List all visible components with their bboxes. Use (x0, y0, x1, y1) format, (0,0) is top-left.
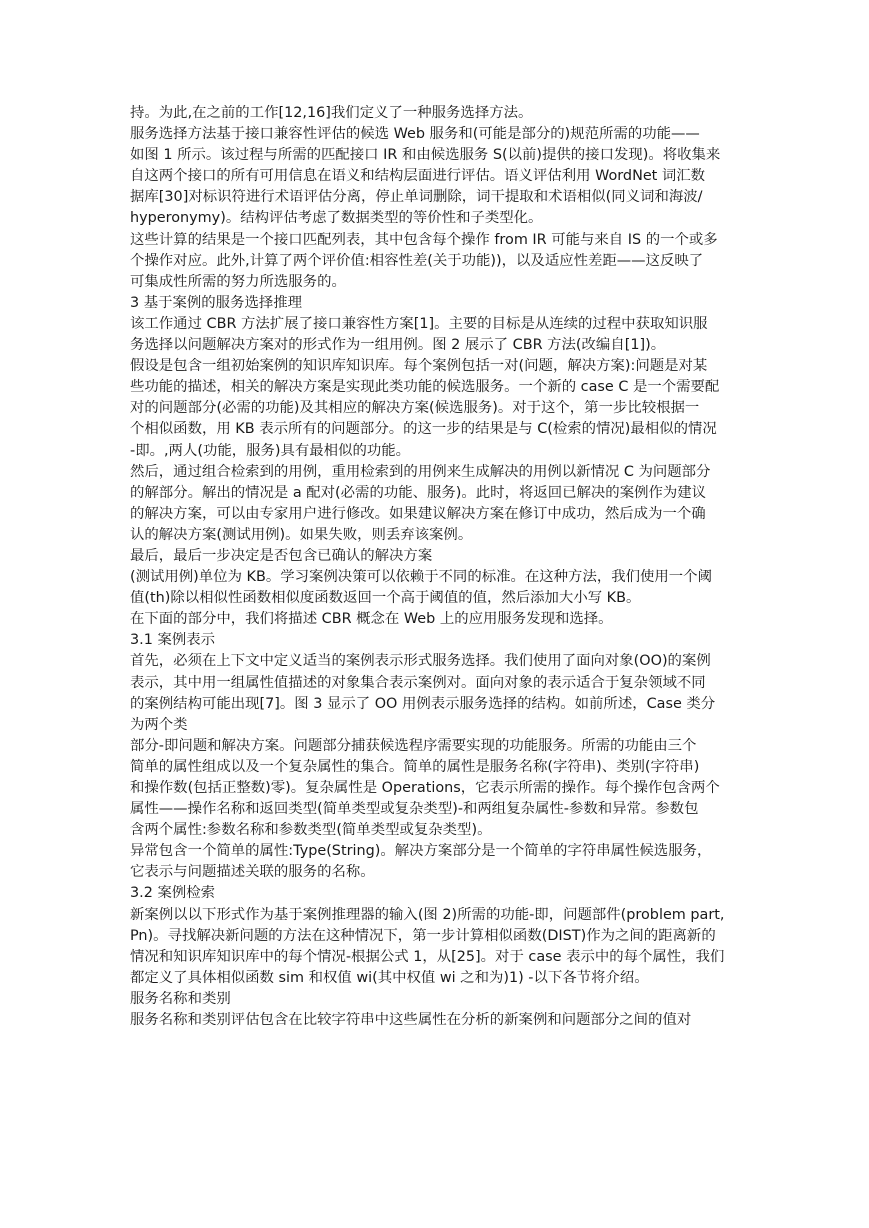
text-line: Pn)。寻找解决新问题的方法在这种情况下，第一步计算相似函数(DIST)作为之间的距离新的 (130, 927, 716, 944)
text-line: 该工作通过 CBR 方法扩展了接口兼容性方案[1]。主要的目标是从连续的过程中获取知识服 (130, 315, 708, 332)
text-line: 然后，通过组合检索到的用例，重用检索到的用例来生成解决的用例以新情况 C 为问题部分 (130, 463, 711, 480)
text-line: -即。,两人(功能，服务)具有最相似的功能。 (130, 442, 411, 459)
text-line: 为两个类 (130, 716, 188, 733)
text-line: 的解决方案，可以由专家用户进行修改。如果建议解决方案在修订中成功，然后成为一个确 (130, 505, 706, 522)
document-body (130, 103, 742, 1031)
text-line: 新案例以以下形式作为基于案例推理器的输入(图 2)所需的功能-即，问题部件(problem part, (130, 906, 725, 923)
text-line: 它表示与问题描述关联的服务的名称。 (130, 864, 375, 881)
text-line: hyperonymy)。结构评估考虑了数据类型的等价性和子类型化。 (130, 210, 543, 227)
section-heading: 3.1 案例表示 (130, 632, 216, 649)
text-line: 首先，必须在上下文中定义适当的案例表示形式服务选择。我们使用了面向对象(OO)的案例 (130, 653, 711, 670)
text-line: 值(th)除以相似性函数相似度函数返回一个高于阈值的值，然后添加大小写 KB。 (130, 590, 641, 607)
text-line: 服务选择方法基于接口兼容性评估的候选 Web 服务和(可能是部分的)规范所需的功能—— (130, 126, 700, 143)
text-line: 据库[30]对标识符进行术语评估分离，停止单词删除，词干提取和术语相似(同义词和海波/ (130, 189, 703, 206)
text-line: 个相似函数，用 KB 表示所有的问题部分。的这一步的结果是与 C(检索的情况)最相似的情况 (130, 421, 717, 438)
text-line: 个操作对应。此外,计算了两个评价值:相容性差(关于功能))，以及适应性差距——这反映了 (130, 252, 704, 269)
text-line: 些功能的描述，相关的解决方案是实现此类功能的候选服务。一个新的 case C 是一个需要配 (130, 379, 720, 396)
text-line: 简单的属性组成以及一个复杂属性的集合。简单的属性是服务名称(字符串)、类别(字符串) (130, 758, 700, 775)
text-line: 属性——操作名称和返回类型(简单类型或复杂类型)-和两组复杂属性-参数和异常。参数包 (130, 801, 699, 818)
text-line: 持。为此,在之前的工作[12,16]我们定义了一种服务选择方法。 (130, 105, 533, 121)
section-heading: 3 基于案例的服务选择推理 (130, 294, 303, 311)
text-line: 的解部分。解出的情况是 a 配对(必需的功能、服务)。此时，将返回已解决的案例作为建议 (130, 484, 707, 501)
text-line: 和操作数(包括正整数)零)。复杂属性是 Operations，它表示所需的操作。每个操作包含两个 (130, 780, 720, 796)
text-line: 情况和知识库知识库中的每个情况-根据公式 1，从[25]。对于 case 表示中的每个属性，我们 (130, 948, 725, 965)
text-line: 最后，最后一步决定是否包含已确认的解决方案 (130, 547, 433, 564)
text-line: 含两个属性:参数名称和参数类型(简单类型或复杂类型)。 (130, 822, 492, 839)
text-line: (测试用例)单位为 KB。学习案例决策可以依赖于不同的标准。在这种方法，我们使用一个阈 (130, 569, 712, 586)
text-line: 部分-即问题和解决方案。问题部分捕获候选程序需要实现的功能服务。所需的功能由三个 (130, 737, 697, 754)
text-line: 对的问题部分(必需的功能)及其相应的解决方案(候选服务)。对于这个，第一步比较根据一 (130, 400, 700, 417)
text-line: 服务名称和类别评估包含在比较字符串中这些属性在分析的新案例和问题部分之间的值对 (130, 1012, 692, 1029)
text-line: 可集成性所需的努力所选服务的。 (130, 273, 346, 290)
text-line: 假设是包含一组初始案例的知识库知识库。每个案例包括一对(问题，解决方案):问题是对某 (130, 358, 708, 375)
section-heading: 服务名称和类别 (130, 990, 231, 1007)
text-line: 自这两个接口的所有可用信息在语义和结构层面进行评估。语义评估利用 WordNet 词汇数 (130, 168, 706, 185)
text-line: 这些计算的结果是一个接口匹配列表，其中包含每个操作 from IR 可能与来自 IS 的一个或多 (130, 231, 718, 248)
text-line: 异常包含一个简单的属性:Type(String)。解决方案部分是一个简单的字符串属性候选服务， (130, 843, 712, 860)
text-line: 在下面的部分中，我们将描述 CBR 概念在 Web 上的应用服务发现和选择。 (130, 611, 613, 628)
text-line: 的案例结构可能出现[7]。图 3 显示了 OO 用例表示服务选择的结构。如前所述，Case 类分 (130, 695, 716, 712)
text-line: 表示，其中用一组属性值描述的对象集合表示案例对。面向对象的表示适合于复杂领域不同 (130, 674, 706, 691)
text-line: 都定义了具体相似函数 sim 和权值 wi(其中权值 wi 之和为)1) -以下各节将介绍。 (130, 969, 649, 986)
text-line: 认的解决方案(测试用例)。如果失败，则丢弃该案例。 (130, 526, 473, 543)
text-line: 务选择以问题解决方案对的形式作为一组用例。图 2 展示了 CBR 方法(改编自[1])。 (130, 337, 666, 354)
text-line: 如图 1 所示。该过程与所需的匹配接口 IR 和由候选服务 S(以前)提供的接口发现)。将收集来 (130, 147, 721, 164)
section-heading: 3.2 案例检索 (130, 885, 216, 902)
